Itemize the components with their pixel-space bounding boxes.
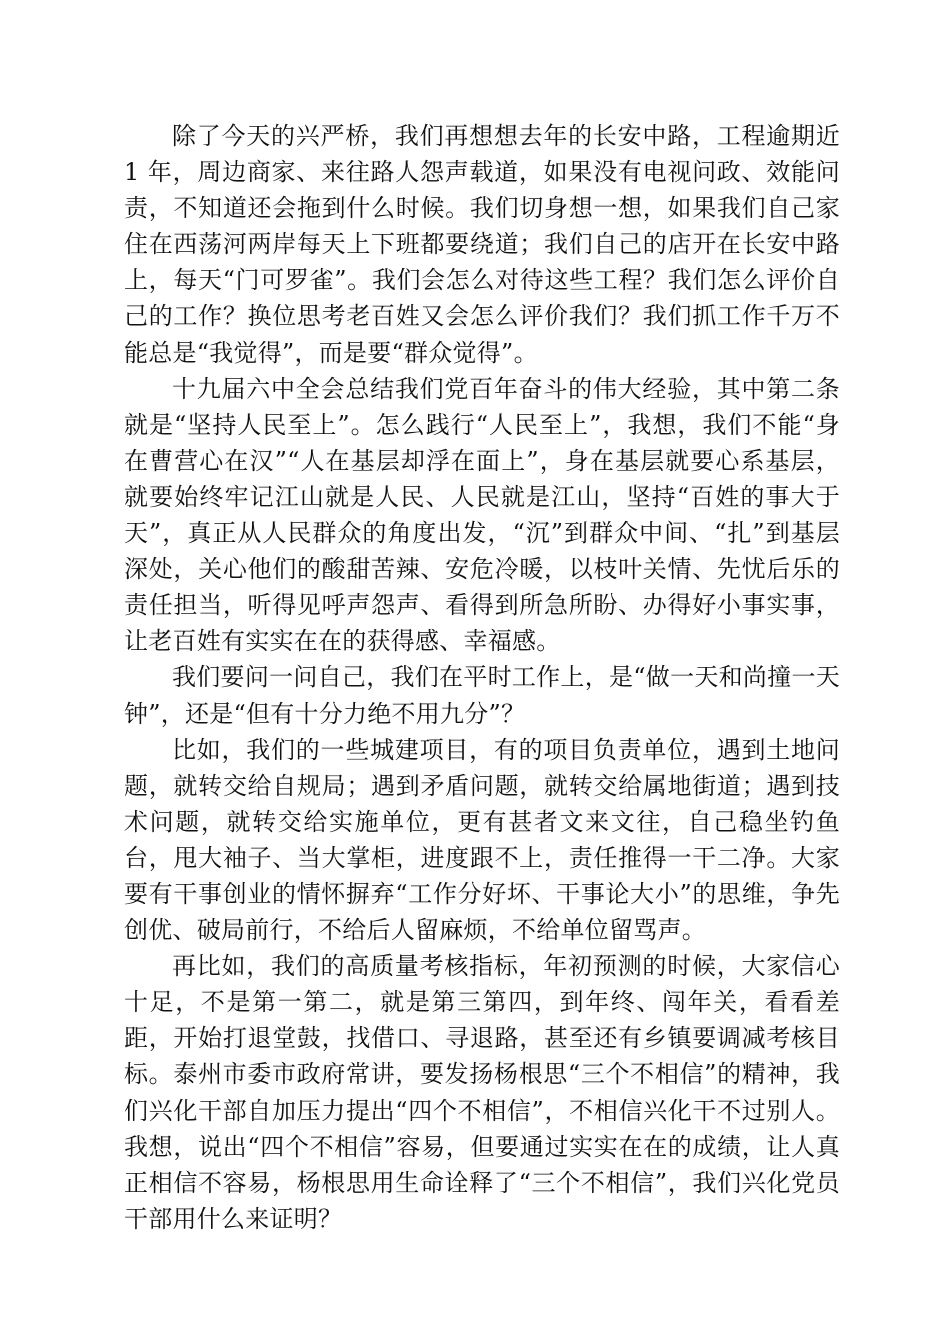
paragraph-1: 除了今天的兴严桥，我们再想想去年的长安中路，工程逾期近 1 年，周边商家、来往路人怨声载道，如果没有电视问政、效能问责，不知道还会拖到什么时候。我们切身想一想，如果我们自己家住在西荡河两岸每天上下班都要绕道；我们自己的店开在长安中路上，每天“门可罗雀”。我们会怎么对待这些工程？我们怎么评价自己的工作？换位思考老百姓又会怎么评价我们？我们抓工作千万不能总是“我觉得”，而是要“群众觉得”。: [124, 122, 840, 367]
document-page: [124, 118, 840, 1237]
paragraph-4: 比如，我们的一些城建项目，有的项目负责单位，遇到土地问题，就转交给自规局；遇到矛盾问题，就转交给属地街道；遇到技术问题，就转交给实施单位，更有甚者文来文往，自己稳坐钓鱼台，甩大袖子、当大掌柜，进度跟不上，责任推得一干二净。大家要有干事创业的情怀摒弃“工作分好坏、干事论大小”的思维，争先创优、破局前行，不给后人留麻烦，不给单位留骂声。: [124, 735, 840, 945]
paragraph-3: 我们要问一问自己，我们在平时工作上，是“做一天和尚撞一天钟”，还是“但有十分力绝不用九分”？: [124, 663, 840, 728]
paragraph-2: 十九届六中全会总结我们党百年奋斗的伟大经验，其中第二条就是“坚持人民至上”。怎么践行“人民至上”，我想，我们不能“身在曹营心在汉”“人在基层却浮在面上”，身在基层就要心系基层，就要始终牢记江山就是人民、人民就是江山，坚持“百姓的事大于天”，真正从人民群众的角度出发，“沉”到群众中间、“扎”到基层深处，关心他们的酸甜苦辣、安危冷暖，以枝叶关情、先忧后乐的责任担当，听得见呼声怨声、看得到所急所盼、办得好小事实事，让老百姓有实实在在的获得感、幸福感。: [124, 374, 840, 656]
paragraph-5: 再比如，我们的高质量考核指标，年初预测的时候，大家信心十足，不是第一第二，就是第三第四，到年终、闯年关，看看差距，开始打退堂鼓，找借口、寻退路，甚至还有乡镇要调减考核目标。泰州市委市政府常讲，要发扬杨根思“三个不相信”的精神，我们兴化干部自加压力提出“四个不相信”，不相信兴化干不过别人。我想，说出“四个不相信”容易，但要通过实实在在的成绩，让人真正相信不容易，杨根思用生命诠释了“三个不相信”，我们兴化党员干部用什么来证明？: [124, 952, 840, 1233]
